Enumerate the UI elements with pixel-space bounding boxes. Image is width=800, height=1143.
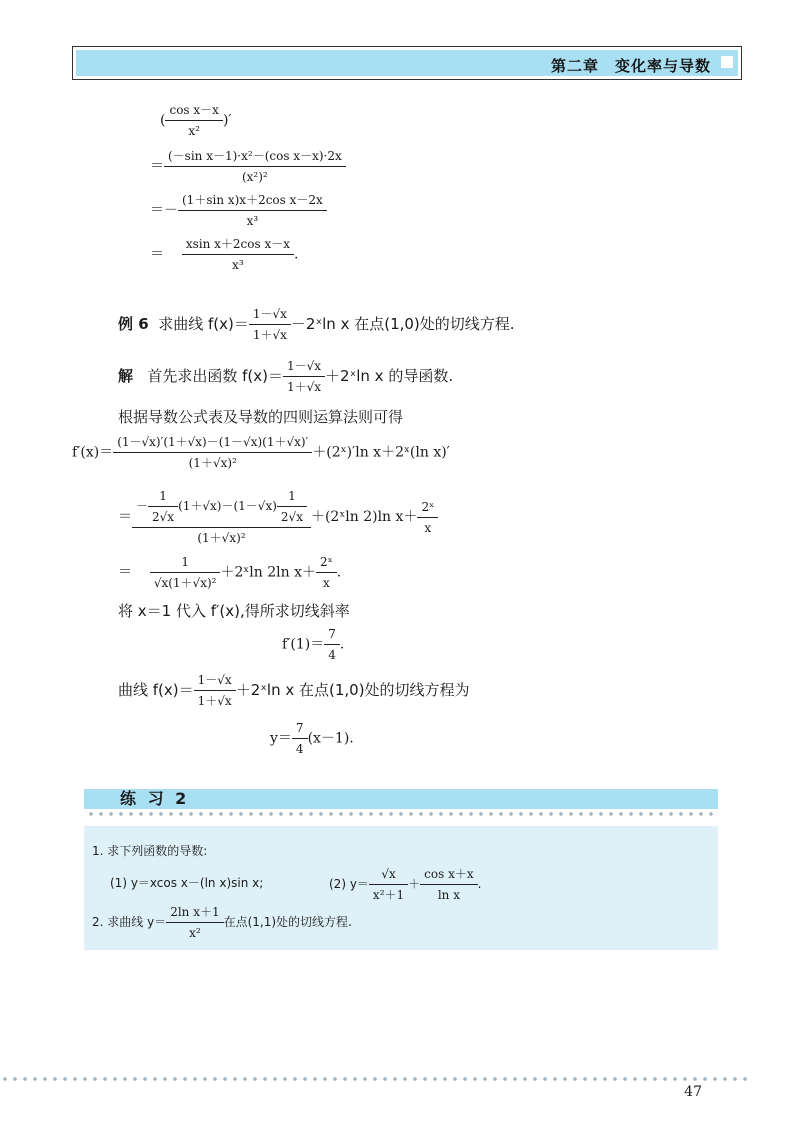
fraction-numerator: 2ln x＋1 <box>166 902 223 923</box>
numerator-middle: (1＋√x)－(1－√x) <box>178 499 277 513</box>
tangent-answer <box>270 718 354 759</box>
prime-mark: ′ <box>228 112 232 129</box>
fraction-numerator: 7 <box>292 718 308 739</box>
fraction-numerator: 1 <box>150 552 221 573</box>
fraction-denominator: (1＋√x)² <box>188 456 237 470</box>
item-prefix: (2) y＝ <box>329 877 369 891</box>
fraction-numerator: 1－√x <box>249 304 291 325</box>
item-prefix: 2. 求曲线 y＝ <box>92 915 167 929</box>
example-6 <box>118 304 515 345</box>
period: . <box>336 564 342 581</box>
fraction-numerator: (－sin x－1)·x²－(cos x－x)·2x <box>164 146 346 167</box>
fraction-numerator: √x <box>369 864 408 885</box>
fraction-numerator: (1－√x)′(1＋√x)－(1－√x)(1＋√x)′ <box>113 432 312 453</box>
chapter-title: 第二章 变化率与导数 <box>550 57 711 75</box>
tangent-text-before: 曲线 f(x)＝ <box>118 681 194 699</box>
derivation-line-1: ( $\frac{\text{cos x－x}}{\text{x²}}$ )′ <box>160 100 232 141</box>
period: . <box>477 877 482 891</box>
derivation-line-3 <box>150 190 327 231</box>
exercise-box <box>84 826 718 950</box>
solution-intro <box>118 356 453 397</box>
fraction-numerator: cos x－x <box>165 100 222 121</box>
tangent-statement <box>118 670 470 711</box>
substitute-line: 将 x＝1 代入 f′(x),得所求切线斜率 <box>118 602 350 620</box>
fraction-numerator: 2ˣ <box>316 552 337 573</box>
derivative-lhs: f′(x)＝ <box>72 444 114 461</box>
derivation-line-2 <box>150 146 346 187</box>
fraction-denominator: 4 <box>328 648 336 662</box>
fraction-numerator: xsin x＋2cos x－x <box>182 234 294 255</box>
derivative-tail: ＋(2ˣln 2)ln x＋ <box>310 509 418 525</box>
compound-numerator <box>132 486 311 528</box>
answer-lhs: y＝ <box>270 730 292 747</box>
fraction-denominator: x <box>424 520 432 535</box>
slope-lhs: f′(1)＝ <box>282 636 325 653</box>
fraction-numerator: 1 <box>277 486 307 507</box>
equals-sign: ＝ <box>118 509 132 525</box>
fraction-denominator: x³ <box>232 258 244 272</box>
fraction-numerator: (1＋sin x)x＋2cos x－2x <box>178 190 327 211</box>
fraction-denominator: (1＋√x)² <box>197 531 246 545</box>
fraction-numerator: cos x＋x <box>420 864 477 885</box>
slope-equation <box>282 624 344 665</box>
derivative-line-2 <box>118 486 438 548</box>
fraction-denominator: x² <box>189 926 201 940</box>
rule-line: 根据导数公式表及导数的四则运算法则可得 <box>118 408 404 426</box>
fraction-denominator: ln x <box>437 888 460 902</box>
header-square-mark <box>721 56 733 68</box>
derivative-line-3 <box>118 552 341 593</box>
item-suffix: 在点(1,1)处的切线方程. <box>223 915 352 929</box>
exercise-item-2 <box>92 902 352 943</box>
dotted-divider <box>86 811 716 817</box>
period: . <box>293 246 299 263</box>
fraction-denominator: 1＋√x <box>197 694 232 708</box>
derivative-line-1 <box>72 432 450 473</box>
minus-sign: － <box>136 499 149 513</box>
fraction-denominator: 1＋√x <box>286 380 322 394</box>
fraction-denominator: 2√x <box>280 510 303 524</box>
derivative-tail: ＋(2ˣ)′ln x＋2ˣ(ln x)′ <box>312 444 450 461</box>
equals-sign: ＝ <box>118 564 132 581</box>
example-text-after: －2ˣln x 在点(1,0)处的切线方程. <box>290 315 515 333</box>
equals-minus-sign: ＝－ <box>150 202 178 219</box>
fraction-denominator: x²＋1 <box>372 888 405 902</box>
example-label: 例 6 <box>118 315 149 333</box>
fraction-denominator: 2√x <box>152 510 175 524</box>
fraction-denominator: √x(1＋√x)² <box>153 576 217 590</box>
answer-rhs: (x－1). <box>307 730 354 747</box>
fraction-denominator: (x²)² <box>241 170 268 184</box>
solution-text-before: 首先求出函数 f(x)＝ <box>147 367 283 385</box>
exercise-title-band <box>84 789 718 809</box>
footer-dotted-line <box>0 1076 752 1082</box>
fraction-numerator: 1 <box>148 486 178 507</box>
plus-sign: ＋ <box>408 877 421 891</box>
fraction-numerator: 2ˣ <box>417 497 438 518</box>
equals-sign: ＝ <box>150 246 164 263</box>
fraction-numerator: 1－√x <box>194 670 236 691</box>
fraction-numerator: 7 <box>324 624 340 645</box>
page-number: 47 <box>684 1084 702 1100</box>
tangent-text-after: ＋2ˣln x 在点(1,0)处的切线方程为 <box>235 681 470 699</box>
fraction-denominator: x³ <box>246 214 259 228</box>
exercise-title: 练 习 2 <box>120 789 190 808</box>
exercise-item-1b <box>329 864 481 905</box>
fraction-denominator: 1＋√x <box>252 328 287 342</box>
fraction-denominator: x² <box>188 124 200 138</box>
fraction-denominator: x <box>322 576 330 590</box>
period: . <box>339 636 345 653</box>
fraction-numerator: 1－√x <box>283 356 325 377</box>
fraction-denominator: 4 <box>295 742 304 756</box>
exercise-item-1: 1. 求下列函数的导数: <box>92 844 208 858</box>
example-text-before: 求曲线 f(x)＝ <box>158 315 249 333</box>
solution-label: 解 <box>118 367 134 385</box>
equals-sign: ＝ <box>150 158 164 175</box>
exercise-item-1a: (1) y＝xcos x－(ln x)sin x; <box>110 876 264 890</box>
solution-text-after: ＋2ˣln x 的导函数. <box>325 367 454 385</box>
derivative-tail: ＋2ˣln 2ln x＋ <box>220 564 316 581</box>
derivation-line-4 <box>150 234 298 275</box>
chapter-header <box>72 46 742 80</box>
